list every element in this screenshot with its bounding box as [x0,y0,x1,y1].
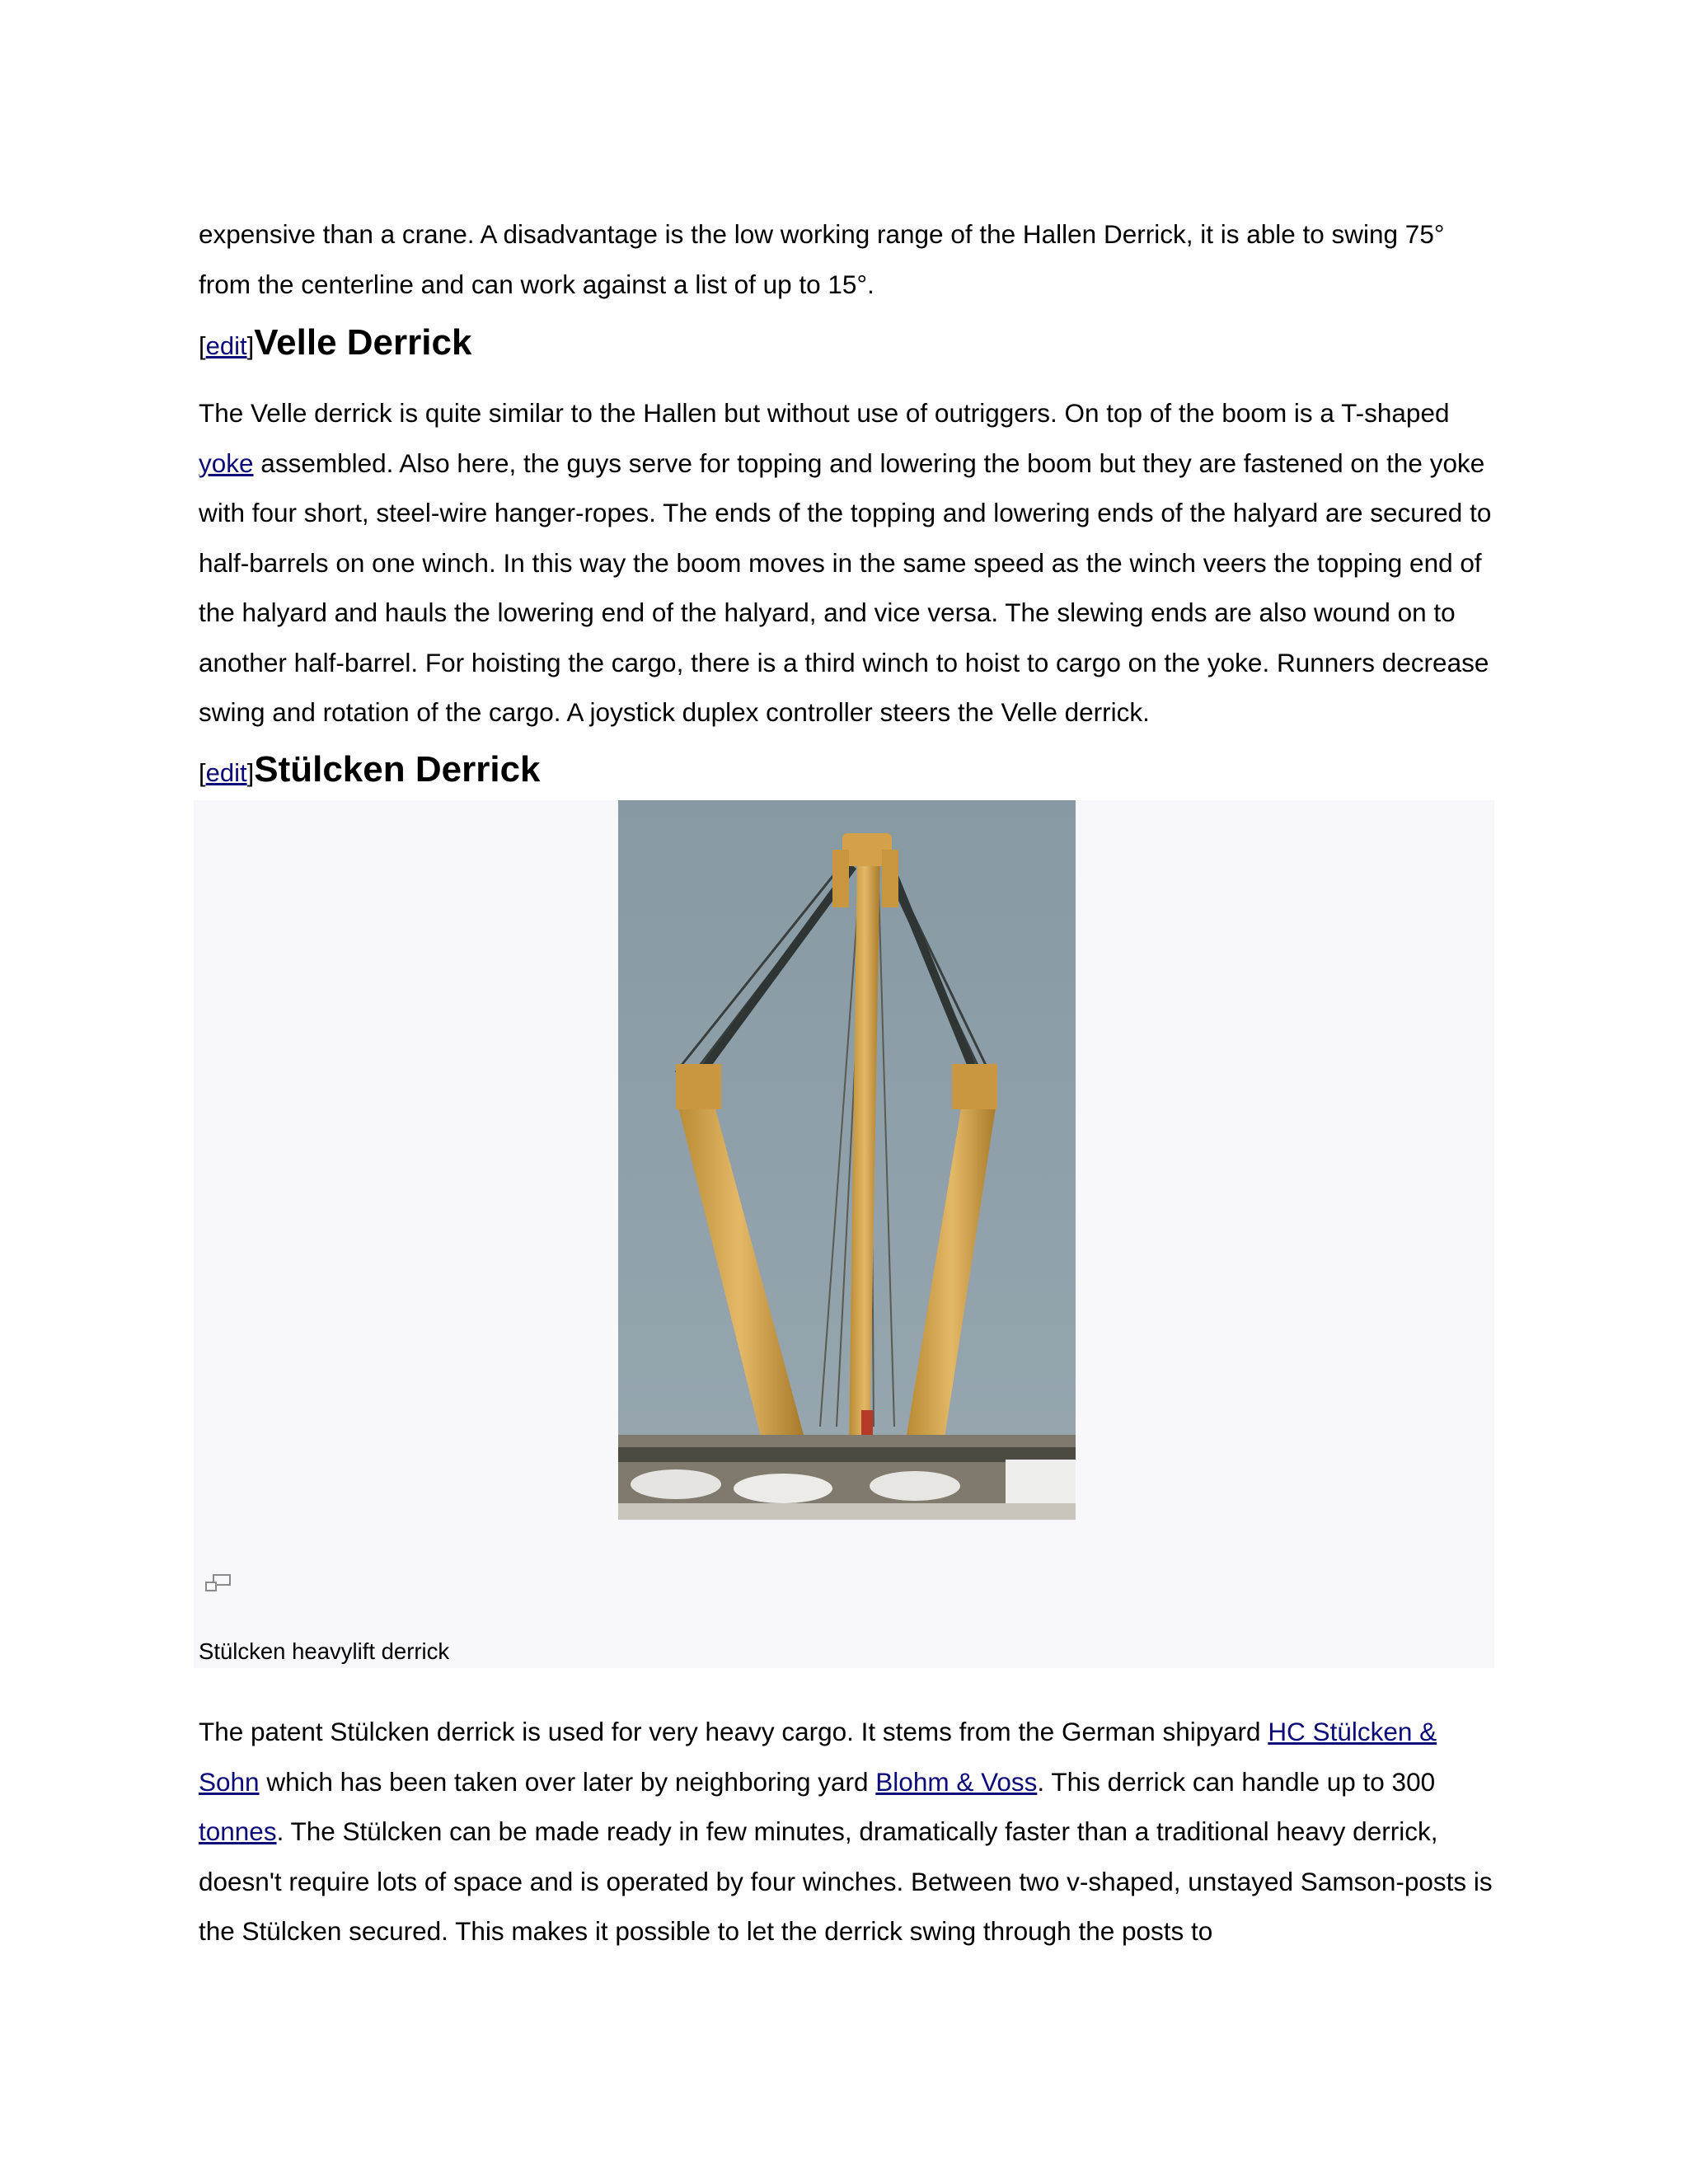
stulcken-text-2: which has been taken over later by neighboring yard [259,1766,876,1797]
velle-derrick-heading [199,321,471,368]
intro-line-1: expensive than a crane. A disadvantage is the low working range of the Hallen Derrick, it is able to swing 75° [199,219,1445,249]
stulcken-text-4: . The Stülcken can be made ready in few minutes, dramatically faster than a traditional heavy derrick, doesn't require lots of space and is operated by four winches. Between two v-shaped, unstayed Samson-posts is the Stülcken secured. This makes it possible to let the derrick swing through the posts to [199,1816,1493,1946]
stulcken-paragraph [199,1707,1501,1957]
velle-edit-link[interactable]: edit [205,331,247,360]
velle-text-2: assembled. Also here, the guys serve for topping and lowering the boom but they are fastened on the yoke with four short, steel-wire hanger-ropes. The ends of the topping and lowering ends of the halyard are secured to half-barrels on one winch. In this way the boom moves in the same speed as the winch veers the topping end of the halyard and hauls the lowering end of the halyard, and vice versa. The slewing ends are also wound on to another half-barrel. For hoisting the cargo, there is a third winch to hoist to cargo on the yoke. Runners decrease swing and rotation of the cargo. A joystick duplex controller steers the Velle derrick. [199,448,1492,727]
stulcken-text-1: The patent Stülcken derrick is used for very heavy cargo. It stems from the German shipyard [199,1717,1268,1746]
velle-title: Velle Derrick [254,322,472,363]
velle-edit: [edit] [199,331,255,360]
hc-stulcken-link[interactable]: HC Stülcken & Sohn [199,1717,1437,1797]
stulcken-edit-link[interactable]: edit [205,758,247,787]
yoke-link[interactable]: yoke [199,448,254,478]
blohm-voss-link[interactable]: Blohm & Voss [875,1766,1038,1797]
stulcken-derrick-heading [199,748,541,794]
stulcken-edit: [edit] [199,758,255,787]
tonnes-link[interactable]: tonnes [199,1816,277,1846]
stulcken-derrick-photo[interactable] [618,800,1076,1520]
image-caption: Stülcken heavylift derrick [199,1638,450,1664]
velle-text-1: The Velle derrick is quite similar to the Hallen but without use of outriggers. On top of the boom is a T-shaped [199,398,1450,428]
stulcken-text-3: . This derrick can handle up to 300 [1037,1766,1436,1797]
velle-paragraph [199,388,1501,738]
intro-paragraph [199,209,1501,309]
intro-line-2: from the centerline and can work against a list of up to 15°. [199,269,874,299]
stulcken-title: Stülcken Derrick [254,749,541,790]
image-thumbnail-box [194,800,1494,1668]
enlarge-icon[interactable] [204,1572,233,1594]
